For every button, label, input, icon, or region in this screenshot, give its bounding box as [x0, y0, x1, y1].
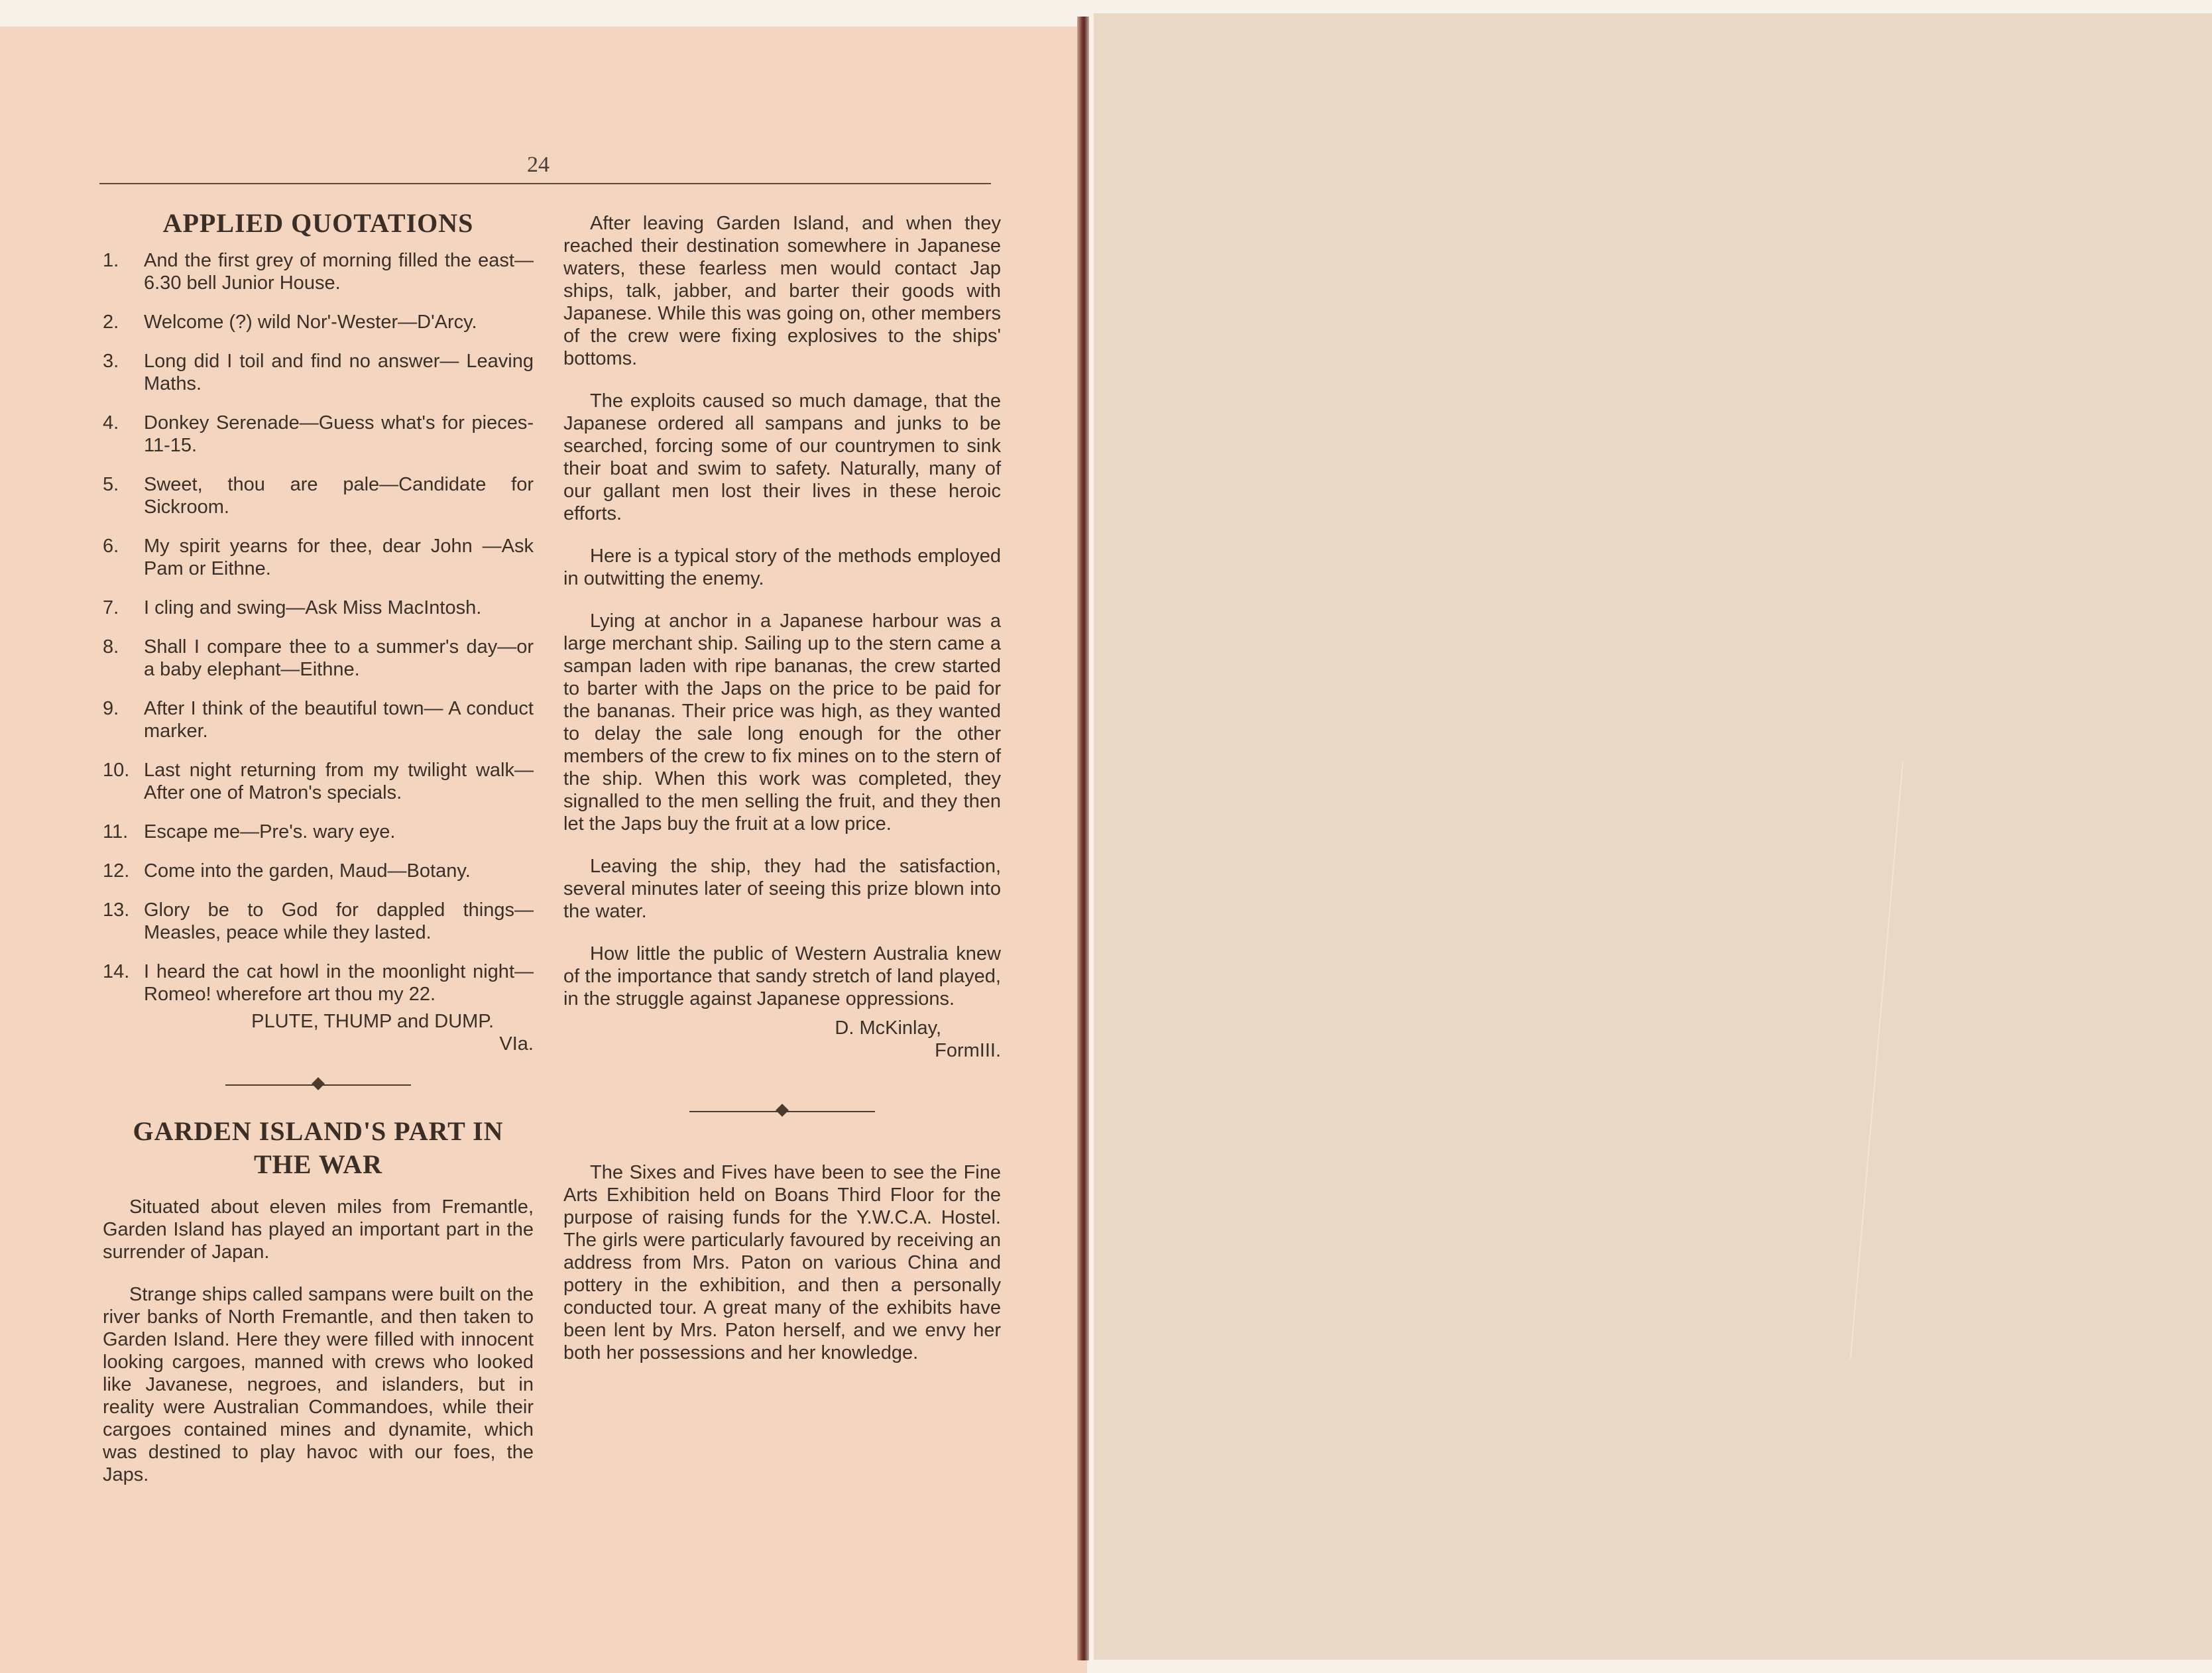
quotation-item — [103, 311, 534, 333]
page-number: 24 — [527, 152, 550, 177]
quotation-text: Glory be to God for dappled things— Measles, peace while they lasted. — [144, 899, 534, 943]
quotation-number: 4. — [103, 412, 119, 433]
quotation-number: 14. — [103, 961, 130, 982]
quotation-number: 6. — [103, 536, 119, 557]
quotation-item — [103, 759, 534, 804]
garden-island-heading: GARDEN ISLAND'S PART IN THE WAR — [133, 1116, 504, 1179]
quotation-number: 3. — [103, 351, 119, 372]
quotation-item — [103, 350, 534, 395]
right-page-blank — [1094, 13, 2212, 1660]
author-form: FormIII. — [935, 1040, 1001, 1061]
author-name: D. McKinlay, — [835, 1017, 941, 1039]
quotation-item — [103, 899, 534, 944]
quotation-number: 10. — [103, 760, 130, 781]
quotation-text: Escape me—Pre's. wary eye. — [144, 821, 396, 842]
quotation-item — [103, 473, 534, 518]
article-para-4: Lying at anchor in a Japanese harbour was a large merchant ship. Sailing up to the stern came a sampan laden with ripe bananas, the crew started to barter with the Japs on the price to be paid for the bananas. Their price was high, as they wanted to delay the sale long enough for the other members of the crew to fix mines on to the stern of the ship. When this work was completed, they signalled to the men selling the fruit, and they then let the Japs buy the fruit at a low price. — [563, 610, 1001, 835]
exhibition-paragraph: The Sixes and Fives have been to see the Fine Arts Exhibition held on Boans Third Floor for the purpose of raising funds for the Y.W.C.A. Hostel. The girls were particularly favoured by receiving an address from Mrs. Paton on various China and pottery in the exhibition, and then a personally conducted tour. A great many of the exhibits have been lent by Mrs. Paton herself, and we envy her both her possessions and her knowledge. — [563, 1162, 1001, 1363]
quotation-text: Shall I compare thee to a summer's day—or a baby elephant—Eithne. — [144, 636, 534, 680]
garden-island-para-1: Situated about eleven miles from Fremantle, Garden Island has played an important part in the surrender of Japan. — [103, 1196, 534, 1263]
quotation-item — [103, 249, 534, 294]
quotation-item — [103, 960, 534, 1006]
divider-diamond — [776, 1104, 789, 1117]
quotation-text: Last night returning from my twilight walk—After one of Matron's specials. — [144, 760, 534, 803]
article-para-5: Leaving the ship, they had the satisfaction, several minutes later of seeing this prize blown into the water. — [563, 856, 1001, 922]
section-divider-2 — [689, 1102, 875, 1122]
quotation-number: 8. — [103, 636, 119, 658]
quotation-number: 11. — [103, 821, 129, 842]
quotations-signature: PLUTE, THUMP and DUMP. — [251, 1011, 494, 1032]
article-author — [563, 1017, 1001, 1062]
quotation-text: After I think of the beautiful town— A conduct marker. — [144, 698, 534, 742]
divider-diamond — [312, 1077, 325, 1090]
quotation-number: 12. — [103, 860, 130, 882]
quotation-item — [103, 821, 534, 843]
section-divider — [225, 1075, 411, 1095]
quotation-text: Long did I toil and find no answer— Leaving Maths. — [144, 351, 534, 394]
article-para-2: The exploits caused so much damage, that the Japanese ordered all sampans and junks to be searched, forcing some of our countrymen to sink their boat and swim to safety. Naturally, many of our gallant men lost their lives in these heroic efforts. — [563, 390, 1001, 524]
quotation-item — [103, 860, 534, 882]
quotation-number: 5. — [103, 474, 119, 495]
quotation-text: Sweet, thou are pale—Candidate for Sickroom. — [144, 474, 534, 518]
quotation-item — [103, 597, 534, 619]
quotation-item — [103, 412, 534, 457]
quotation-number: 13. — [103, 899, 130, 921]
book-spine — [1077, 17, 1089, 1660]
quotation-text: My spirit yearns for thee, dear John —Ask Pam or Eithne. — [144, 536, 534, 579]
left-column — [103, 208, 534, 1506]
quotation-number: 9. — [103, 698, 119, 719]
right-column — [563, 212, 1001, 1384]
garden-island-para-2: Strange ships called sampans were built on the river banks of North Fremantle, and then taken to Garden Island. Here they were filled with innocent looking cargoes, manned with crews who looked like Javanese, negroes, and islanders, but in reality were Australian Commandoes, while their cargoes contained mines and dynamite, which was destined to play havoc with our foes, the Japs. — [103, 1284, 534, 1485]
quotation-text: I heard the cat howl in the moonlight night—Romeo! wherefore art thou my 22. — [144, 961, 534, 1005]
quotation-number: 7. — [103, 597, 119, 618]
quotations-list — [103, 249, 534, 1006]
header-rule — [99, 183, 991, 184]
quotation-text: Welcome (?) wild Nor'-Wester—D'Arcy. — [144, 312, 477, 333]
quotation-text: Come into the garden, Maud—Botany. — [144, 860, 471, 882]
article-para-3: Here is a typical story of the methods employed in outwitting the enemy. — [563, 546, 1001, 589]
quotation-text: And the first grey of morning filled the east—6.30 bell Junior House. — [144, 250, 534, 294]
quotation-text: I cling and swing—Ask Miss MacIntosh. — [144, 597, 482, 618]
quotations-form: VIa. — [499, 1033, 534, 1055]
article-para-1: After leaving Garden Island, and when they reached their destination somewhere in Japanese waters, these fearless men would contact Jap ships, talk, jabber, and barter their goods with Japanese. While this was going on, other members of the crew were fixing explosives to the ships' bottoms. — [563, 213, 1001, 369]
article-para-6: How little the public of Western Australia knew of the importance that sandy stretch of land played, in the struggle against Japanese oppressions. — [563, 943, 1001, 1010]
quotation-text: Donkey Serenade—Guess what's for pieces-11-15. — [144, 412, 534, 456]
quotation-item — [103, 636, 534, 681]
quotation-item — [103, 535, 534, 580]
quotation-item — [103, 697, 534, 742]
quotation-number: 2. — [103, 312, 119, 333]
applied-quotations-heading: APPLIED QUOTATIONS — [162, 208, 474, 238]
quotation-number: 1. — [103, 250, 119, 271]
